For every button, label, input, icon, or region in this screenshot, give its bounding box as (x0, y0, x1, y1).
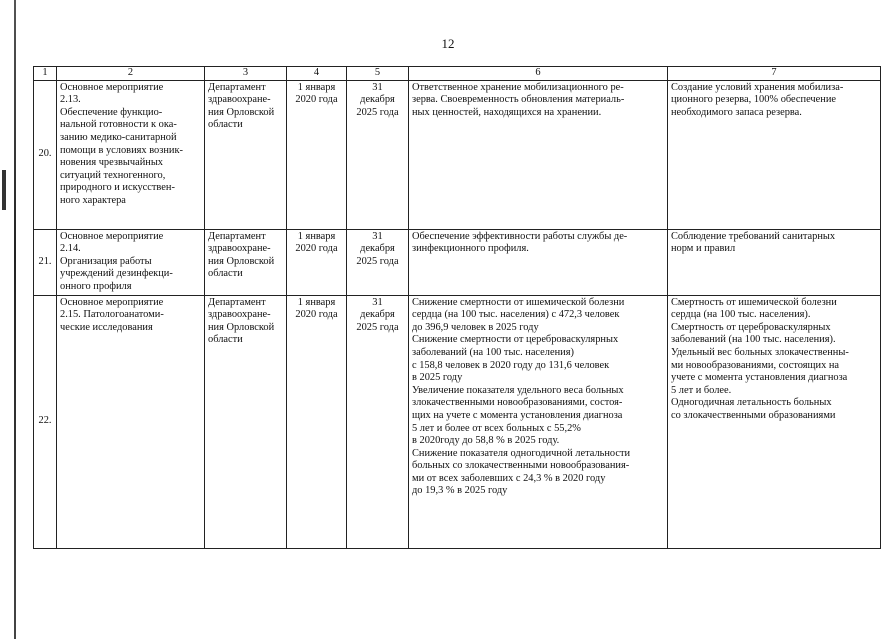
executor-cell: Департамент здравоохране- ния Орловской области (205, 295, 287, 548)
scan-edge-mark (2, 170, 6, 210)
table-row (34, 229, 881, 295)
start-date-cell: 1 января 2020 года (287, 229, 347, 295)
row-number: 21. (34, 229, 57, 295)
start-date-cell: 1 января 2020 года (287, 80, 347, 229)
table-row (34, 295, 881, 548)
column-header-3: 3 (205, 67, 287, 81)
consequence-cell: Соблюдение требований санитарных норм и правил (668, 229, 881, 295)
end-date-cell: 31 декабря 2025 года (347, 229, 409, 295)
expected-result-cell: Ответственное хранение мобилизационного ре- зерва. Своевременность обновления материаль- ных ценностей, находящихся на хранении. (409, 80, 668, 229)
column-header-5: 5 (347, 67, 409, 81)
executor-cell: Департамент здравоохране- ния Орловской области (205, 229, 287, 295)
column-header-4: 4 (287, 67, 347, 81)
column-header-2: 2 (57, 67, 205, 81)
column-numbers-row (34, 67, 881, 81)
consequence-cell: Создание условий хранения мобилиза- ционного резерва, 100% обеспечение необходимого запаса резерва. (668, 80, 881, 229)
column-header-7: 7 (668, 67, 881, 81)
expected-result-cell: Обеспечение эффективности работы службы де- зинфекционного профиля. (409, 229, 668, 295)
table-row (34, 80, 881, 229)
row-number: 22. (34, 295, 57, 548)
page-number: 12 (441, 36, 455, 51)
start-date-cell: 1 января 2020 года (287, 295, 347, 548)
expected-result-cell: Снижение смертности от ишемической болезни сердца (на 100 тыс. населения) с 472,3 человек до 396,9 человек в 2025 году Снижение смертности от цереброваскулярных заболеваний (на 100 тыс. населения) с 158,8 человек в 2020 году до 131,6 человек в 2025 году Увеличение показателя удельного веса больных злокачественными новообразованиями, состоя- щих на учете с момента установления диагноза 5 лет и более от всех больных с 55,2% в 2020году до 58,8 % в 2025 году. Снижение показателя одногодичной летальности больных со злокачественными новообразования- ми от всех заболевших с 24,3 % в 2020 году до 19,3 % в 2025 году (409, 295, 668, 548)
executor-cell: Департамент здравоохране- ния Орловской области (205, 80, 287, 229)
end-date-cell: 31 декабря 2025 года (347, 80, 409, 229)
row-number: 20. (34, 80, 57, 229)
activity-cell: Основное мероприятие 2.14. Организация работы учреждений дезинфекци- онного профиля (57, 229, 205, 295)
activity-cell: Основное мероприятие 2.13. Обеспечение функцио- нальной готовности к ока- занию медико-санитарной помощи в условиях возник- новения чрезвычайных ситуаций техногенного, природного и искусствен- ного характера (57, 80, 205, 229)
end-date-cell: 31 декабря 2025 года (347, 295, 409, 548)
program-activities-table (33, 66, 881, 549)
activity-cell: Основное мероприятие 2.15. Патологоанатоми- ческие исследования (57, 295, 205, 548)
column-header-6: 6 (409, 67, 668, 81)
scan-edge-line (14, 0, 16, 639)
consequence-cell: Смертность от ишемической болезни сердца (на 100 тыс. населения). Смертность от цереброваскулярных заболеваний (на 100 тыс. населения). Удельный вес больных злокачественны- ми новообразованиями, состоящих на учете с момента установления диагноза 5 лет и более. Одногодичная летальность больных со злокачественными образованиями (668, 295, 881, 548)
column-header-1: 1 (34, 67, 57, 81)
